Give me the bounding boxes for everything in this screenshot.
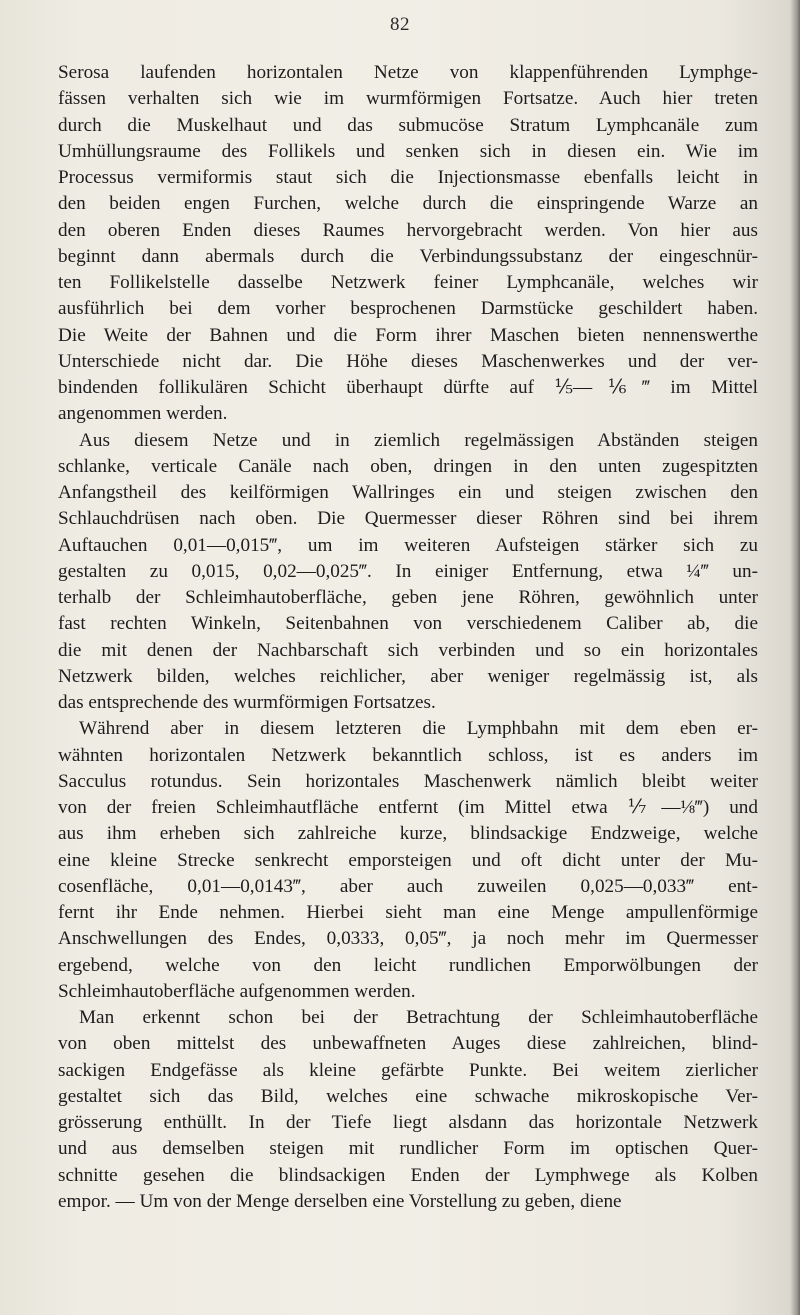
- text-line: fässen verhalten sich wie im wurmförmigen Fortsatze. Auch hier treten: [58, 88, 758, 110]
- text-line: aus ihm erheben sich zahlreiche kurze, blindsackige Endzweige, welche: [58, 823, 758, 845]
- body-text: [58, 60, 758, 1215]
- text-line: und aus demselben steigen mit rundlicher Form im optischen Quer-: [58, 1138, 758, 1160]
- text-line: schlanke, verticale Canäle nach oben, dringen in den unten zugespitzten: [58, 455, 758, 477]
- page-edge-shadow: [790, 0, 800, 1315]
- text-line: ten Follikelstelle dasselbe Netzwerk feiner Lymphcanäle, welches wir: [58, 272, 758, 293]
- text-line: Schlauchdrüsen nach oben. Die Quermesser dieser Röhren sind bei ihrem: [58, 508, 758, 530]
- text-line: Anschwellungen des Endes, 0,0333, 0,05‴, ja noch mehr im Quermesser: [58, 928, 758, 950]
- text-line: grösserung enthüllt. In der Tiefe liegt alsdann das horizontale Netzwerk: [58, 1112, 758, 1133]
- text-line: Netzwerk bilden, welches reichlicher, aber weniger regelmässig ist, als: [58, 665, 758, 687]
- text-line: sackigen Endgefässe als kleine gefärbte Punkte. Bei weitem zierlicher: [58, 1059, 758, 1081]
- paragraph: [58, 716, 758, 1005]
- text-line: eine kleine Strecke senkrecht emporsteigen und oft dicht unter der Mu-: [58, 849, 758, 871]
- text-line: Sacculus rotundus. Sein horizontales Maschenwerk nämlich bleibt weiter: [58, 770, 758, 792]
- text-line: Serosa laufenden horizontalen Netze von klappenführenden Lymphge-: [58, 62, 758, 83]
- text-line: cosenfläche, 0,01—0,0143‴, aber auch zuweilen 0,025—0,033‴ ent-: [58, 875, 758, 897]
- text-line: Anfangstheil des keilförmigen Wallringes ein und steigen zwischen den: [58, 482, 758, 503]
- paragraph: [58, 60, 758, 428]
- text-line: von oben mittelst des unbewaffneten Auges diese zahlreichen, blind-: [58, 1033, 758, 1055]
- text-line: Man erkennt schon bei der Betrachtung der Schleimhautoberfläche: [79, 1007, 758, 1028]
- text-line: gestalten zu 0,015, 0,02—0,025‴. In einiger Entfernung, etwa ¼‴ un-: [58, 560, 758, 582]
- text-line: wähnten horizontalen Netzwerk bekanntlich schloss, ist es anders im: [58, 744, 758, 766]
- text-line: bindenden follikulären Schicht überhaupt dürfte auf ⅕—⅙‴ im Mittel: [58, 377, 758, 398]
- text-line: Processus vermiformis staut sich die Injectionsmasse ebenfalls leicht in: [58, 167, 758, 188]
- text-line: Während aber in diesem letzteren die Lymphbahn mit dem eben er-: [79, 718, 758, 740]
- text-line: Auftauchen 0,01—0,015‴, um im weiteren Aufsteigen stärker sich zu: [58, 534, 758, 556]
- text-line: ergebend, welche von den leicht rundlichen Emporwölbungen der: [58, 954, 758, 976]
- text-line: Schleimhautoberfläche aufgenommen werden.: [58, 980, 416, 1002]
- text-line: fernt ihr Ende nehmen. Hierbei sieht man eine Menge ampullenförmige: [58, 902, 758, 923]
- text-line: die mit denen der Nachbarschaft sich verbinden und so ein horizontales: [58, 639, 758, 661]
- text-line: Aus diesem Netze und in ziemlich regelmässigen Abständen steigen: [79, 429, 758, 451]
- paragraph: [58, 428, 758, 717]
- text-line: gestaltet sich das Bild, welches eine schwache mikroskopische Ver-: [58, 1085, 758, 1107]
- text-line: Unterschiede nicht dar. Die Höhe dieses Maschenwerkes und der ver-: [58, 350, 758, 372]
- text-line: angenommen werden.: [58, 403, 228, 425]
- text-line: Die Weite der Bahnen und die Form ihrer Maschen bieten nennenswerthe: [58, 324, 758, 346]
- text-line: beginnt dann abermals durch die Verbindungssubstanz der eingeschnür-: [58, 245, 758, 267]
- text-line: ausführlich bei dem vorher besprochenen Darmstücke geschildert haben.: [58, 298, 758, 320]
- text-line: empor. — Um von der Menge derselben eine Vorstellung zu geben, diene: [58, 1190, 622, 1212]
- text-line: fast rechten Winkeln, Seitenbahnen von verschiedenem Caliber ab, die: [58, 613, 758, 635]
- paragraph: [58, 1005, 758, 1215]
- text-line: das entsprechende des wurmförmigen Fortsatzes.: [58, 692, 436, 713]
- text-line: den oberen Enden dieses Raumes hervorgebracht werden. Von hier aus: [58, 219, 758, 241]
- text-line: durch die Muskelhaut und das submucöse Stratum Lymphcanäle zum: [58, 114, 758, 136]
- text-line: den beiden engen Furchen, welche durch die einspringende Warze an: [58, 193, 758, 215]
- text-line: Umhüllungsraume des Follikels und senken sich in diesen ein. Wie im: [58, 140, 758, 162]
- text-line: schnitte gesehen die blindsackigen Enden der Lymphwege als Kolben: [58, 1164, 758, 1186]
- page-number: 82: [390, 14, 410, 35]
- text-line: terhalb der Schleimhautoberfläche, geben jene Röhren, gewöhnlich unter: [58, 587, 758, 608]
- text-line: von der freien Schleimhautfläche entfernt (im Mittel etwa ⅐—⅛‴) und: [58, 797, 758, 818]
